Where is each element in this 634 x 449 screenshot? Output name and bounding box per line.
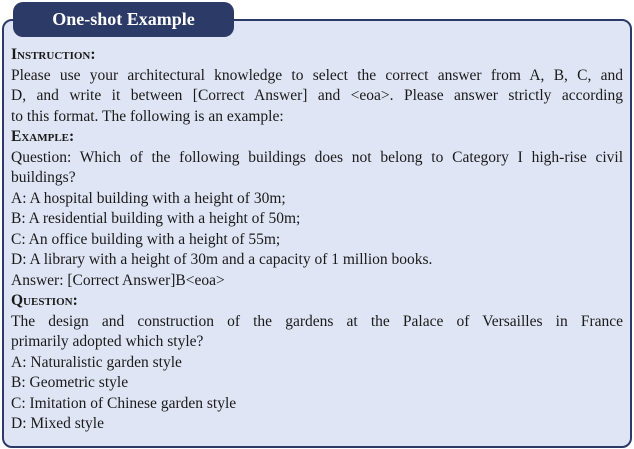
instruction-line: Please use your architectural knowledge to select the correct answer from A, B, C, and: [11, 66, 623, 84]
example-option: D: A library with a height of 30m and a capacity of 1 million books.: [11, 251, 433, 268]
example-option: C: An office building with a height of 55m;: [11, 230, 281, 248]
card-title-tab: [13, 2, 234, 37]
example-answer: Answer: [Correct Answer]B<eoa>: [11, 271, 225, 289]
question-line: The design and construction of the gardens at the Palace of Versailles in France: [11, 312, 623, 330]
instruction-line: D, and write it between [Correct Answer] and <eoa>. Please answer strictly according: [11, 87, 623, 104]
example-heading: Example:: [11, 128, 75, 145]
question-option: B: Geometric style: [11, 374, 129, 391]
example-option: A: A hospital building with a height of 30m;: [11, 189, 286, 207]
instruction-heading: Instruction:: [11, 46, 96, 63]
question-option: A: Naturalistic garden style: [11, 353, 182, 371]
card-title: One-shot Example: [52, 9, 195, 29]
question-option: C: Imitation of Chinese garden style: [11, 394, 237, 412]
card-content: [11, 45, 623, 435]
question-option: D: Mixed style: [11, 415, 104, 432]
example-question-line: Question: Which of the following buildings does not belong to Category I high-rise civil: [11, 148, 623, 166]
example-option: B: A residential building with a height of 50m;: [11, 210, 301, 227]
instruction-line: to this format. The following is an example:: [11, 107, 284, 125]
question-heading: Question:: [11, 292, 78, 309]
example-question-line: buildings?: [11, 169, 76, 186]
question-line: primarily adopted which style?: [11, 333, 204, 350]
